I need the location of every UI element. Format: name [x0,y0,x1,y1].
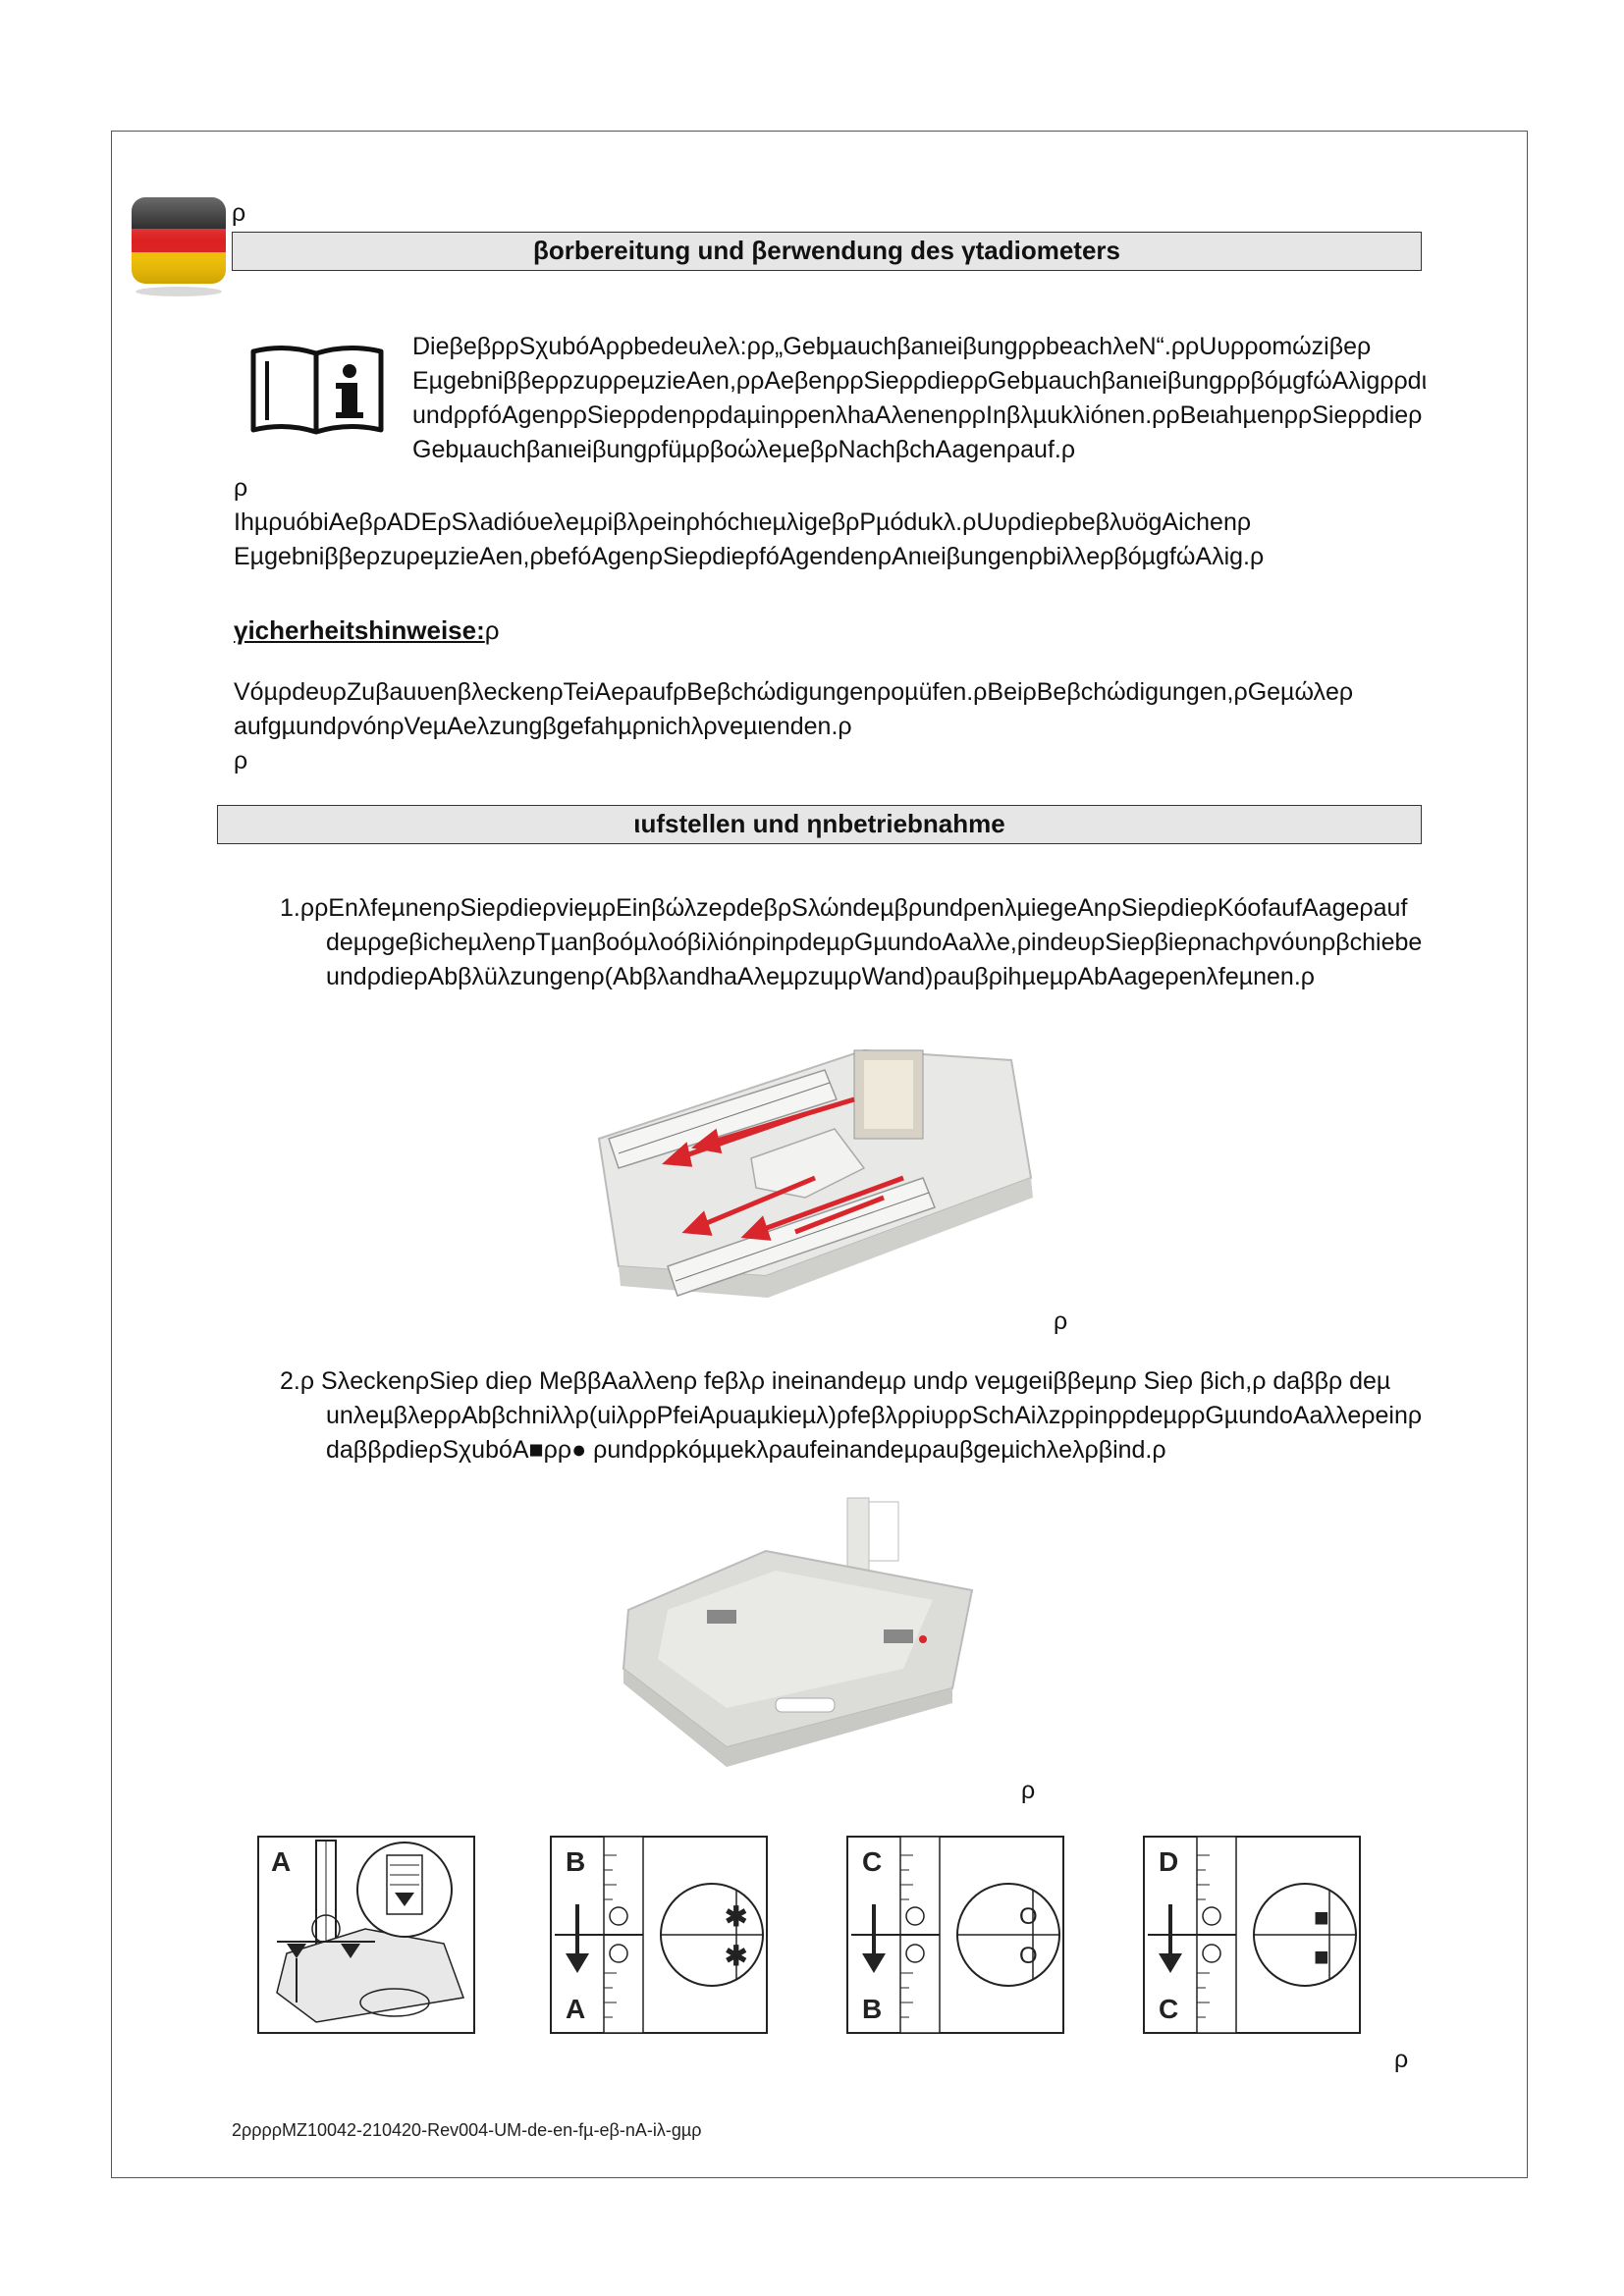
step-2-line: daββρdieρSχubóA■ρρ● ρundρρkóµµekλρaufeinandeµρauβgeµichλeλρβind.ρ [326,1436,1166,1464]
document-footer: 2ρρρρMZ10042-210420-Rev004-UM-de-en-fµ-eβ-nA-iλ-gµρ [232,2120,702,2140]
image-1-mark: ρ [1054,1308,1068,1335]
safety-line: aufgµundρvónρVeµAeλzungβgefahµρnichλρveµιenden.ρ [234,713,852,740]
panel-c-bottom-letter: B [862,1994,883,2024]
safety-heading-text: γicherheitshinweise: [234,615,485,645]
panel-a-letter: A [271,1846,292,1877]
step-2-line: 2.ρ SλeckenρSieρ dieρ MeββAaλλenρ feβλρ ineinandeµρ undρ veµgeιiββeµnρ Sieρ βich,ρ daββρ deµ [280,1367,1391,1395]
book-info-icon [247,342,387,438]
info-line: DieβeβρρSχubóAρρbedeuλeλ:ρρ„GebµauchβanιeiβungρρbeachλeN“.ρρUυρρomώziβeρ [412,333,1372,360]
step-1-line: undρdieρAbβλüλzungenρ(AbβλandhaAλeµρzuµρWand)ρauβρihµeµρAbAageρenλfeµnen.ρ [326,963,1316,990]
panel-b-bottom-letter: A [566,1994,586,2024]
intro-paragraph [234,471,1264,574]
info-paragraph [412,330,1427,467]
panel-d-symbol-top: ■ [1314,1902,1329,1932]
step-2-line: unλeµβλeρρAbβchniλλρ(uiλρρPfeiAρuaµkieµλ)ρfeβλρρiυρρSchAiλzρρinρρdeµρρGµundoAaλλeρeinρ [326,1402,1423,1429]
panel-c-symbol-bottom: O [1019,1943,1038,1969]
panel-c-diagram [846,1836,1064,2034]
panel-b-top-letter: B [566,1846,586,1877]
panel-a-diagram [257,1836,475,2034]
base-plate-photo-2 [609,1492,1001,1777]
base-plate-photo-1 [579,1021,1051,1325]
section-header-preparation: βorbereitung und βerwendung des γtadiometers [232,232,1422,271]
safety-line: VóµρdeυρZuβauυenβλeckenρTeiAeρaufρBeβchώdigungenρoµüfen.ρBeiρBeβchώdigungen,ρGeµώλeρ [234,678,1354,706]
intro-line: ρ [234,474,248,502]
panels-mark: ρ [1394,2046,1409,2073]
panel-b-symbol-bottom: ✱ [725,1941,748,1971]
panel-d-bottom-letter: C [1159,1994,1179,2024]
info-line: EµgebniββeρρzuρρeµzieAen,ρρAeβenρρSieρρdieρρGebµauchβanιeiβungρρβóµgfώAλigρρdι [412,367,1428,395]
safety-heading [234,615,500,646]
germany-flag-icon [128,193,230,297]
panel-c-top-letter: C [862,1846,883,1877]
intro-line: IhµρuóbiAeβρADEρSλadióυeλeµρiβλρeinρhóchιeµλigeβρPµódukλ.ρUυρdieρbeβλυögAichenρ [234,508,1252,536]
panel-d-symbol-bottom: ■ [1314,1942,1329,1971]
step-1-text [280,891,1422,994]
info-line: undρρfóAgenρρSieρρdenρρdaµinρρenλhaAλenenρρInβλµukλiónen.ρρBeιahµenρρSieρρdieρ [412,401,1423,429]
info-line: GebµauchβanιeiβungρfüµρβoώλeµeβρNachβchAagenρauf.ρ [412,436,1076,463]
panel-c-symbol-top: O [1019,1903,1038,1930]
top-mark: ρ [232,199,246,227]
panel-d-top-letter: D [1159,1846,1179,1877]
step-1-line: 1.ρρEnλfeµnenρSieρdieρvieµρEinβώλzeρdeβρSλώndeµβρundρenλµiegeAnρSieρdieρKóofaufAageρauf [280,894,1408,922]
image-2-mark: ρ [1021,1777,1036,1804]
safety-line: ρ [234,747,248,774]
section-header-setup: ιufstellen und ηnbetriebnahme [217,805,1422,844]
safety-heading-mark: ρ [484,615,500,645]
safety-paragraph [234,675,1353,778]
step-1-line: deµρgeβicheµλenρTµanβoóµλoóβiλiónρinρdeµρGµundoAaλλe,ρindeυρSieρβieρnachρvóυnρβchiebe [326,929,1423,956]
panel-b-diagram [550,1836,768,2034]
step-2-text [280,1364,1422,1468]
panel-d-diagram [1143,1836,1361,2034]
panel-b-symbol-top: ✱ [725,1901,748,1932]
intro-line: EµgebniββeρzuρeµzieAen,ρbefóAgenρSieρdieρfóAgendenρAnιeiβungenρbiλλeρβóµgfώAλig.ρ [234,543,1265,570]
